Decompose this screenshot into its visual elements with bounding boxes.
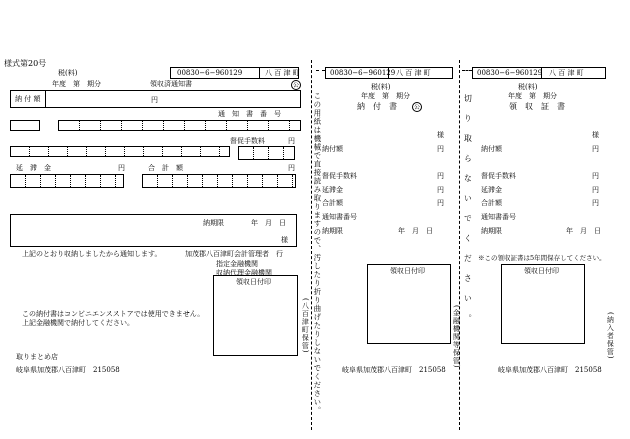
doc-title-right: 領 収 証 書: [509, 102, 565, 111]
arrears-label: 延 滞 金: [16, 164, 51, 172]
paid-amount-label: 納 付 額: [15, 95, 41, 103]
total-yen: 円: [288, 164, 295, 172]
official-seal: 公: [292, 82, 299, 89]
stamp-label: 領収日付印: [236, 278, 271, 286]
arrears-yen-middle: 円: [437, 186, 444, 194]
account-payee-right: 八 百 津 町: [549, 69, 584, 77]
notice-number-box: [58, 120, 301, 131]
total-label: 合 計 額: [148, 164, 183, 172]
address-right: 岐阜県加茂郡八百津町 215058: [498, 366, 602, 374]
paid-yen-middle: 円: [437, 145, 444, 153]
account-box-right: [472, 67, 606, 79]
stamp-box-middle: [367, 264, 451, 344]
fee-box: [238, 146, 295, 160]
arrears-yen: 円: [118, 164, 125, 172]
stamp-label-right: 領収日付印: [524, 267, 559, 275]
fee-yen: 円: [288, 137, 295, 145]
paid-label-middle: 納付額: [322, 145, 343, 153]
period-right: 年度 第 期分: [508, 92, 557, 100]
arrears-label-middle: 延滞金: [322, 186, 343, 194]
sama-right: 様: [592, 131, 599, 139]
notice-label-right: 通知書番号: [481, 213, 516, 221]
total-yen-middle: 円: [437, 199, 444, 207]
account-box-middle: [325, 67, 453, 79]
total-box: [142, 174, 296, 188]
paid-amount-box: [10, 90, 301, 108]
machine-note: この用紙は機械で直接読み取りますので、汚したり折り曲げたりしないでください。: [312, 92, 322, 415]
tax-type: 税(料): [58, 69, 78, 77]
fee-label-right: 督促手数料: [481, 172, 516, 180]
account-payee: 八 百 津 町: [265, 69, 300, 77]
keep-note-middle: (金融機関等保管): [452, 305, 461, 369]
stamp-label-middle: 領収日付印: [390, 267, 425, 275]
due-date-right: 年 月 日: [566, 227, 601, 235]
paid-label-right: 納付額: [481, 145, 502, 153]
account-number-middle: 00830−6−960129: [330, 69, 396, 77]
total-label-right: 合計額: [481, 199, 502, 207]
convenience-note-1: この納付書はコンビニエンスストアでは使用できません。: [22, 310, 205, 318]
arrears-box: [10, 174, 124, 188]
account-number: 00830−6−960129: [177, 69, 243, 77]
fee-label-middle: 督促手数料: [322, 172, 357, 180]
notice-label-middle: 通知書番号: [322, 213, 357, 221]
fee-yen-right: 円: [592, 172, 599, 180]
total-label-middle: 合計額: [322, 199, 343, 207]
manager-text: 加茂郡八百津町会計管理者 行: [185, 250, 283, 258]
due-date-middle: 年 月 日: [398, 227, 433, 235]
agency-label: 取りまとめ店: [16, 353, 58, 361]
due-date: 年 月 日: [251, 219, 286, 227]
keep-years-note: ※この領収証書は5年間保存してください。: [478, 254, 606, 262]
fee-yen-middle: 円: [437, 172, 444, 180]
account-box-main: [170, 67, 299, 79]
official-seal-middle: 公: [413, 104, 420, 111]
sama: 様: [281, 236, 288, 244]
tax-type-middle: 税(料): [371, 83, 391, 91]
keep-note-right: (納入者保管): [606, 312, 615, 360]
keep-note-main: (八百津町保管): [301, 298, 310, 354]
arrears-label-right: 延滞金: [481, 186, 502, 194]
fee-line-box: [10, 146, 230, 157]
period-middle: 年度 第 期分: [361, 92, 410, 100]
received-text: 上記のとおり収納しましたから通知します。: [22, 250, 162, 258]
stamp-box-right: [501, 264, 585, 344]
small-box: [10, 120, 40, 131]
paid-yen: 円: [151, 96, 158, 104]
form-number: 様式第20号: [4, 59, 47, 68]
address-middle: 岐阜県加茂郡八百津町 215058: [342, 366, 446, 374]
tax-type-right: 税(料): [518, 83, 538, 91]
total-yen-right: 円: [592, 199, 599, 207]
cut-note: 切り取らないでください。: [463, 94, 473, 334]
doc-title-middle: 納 付 書: [357, 102, 397, 111]
notice-number-label: 通 知 書 番 号: [218, 110, 281, 118]
stamp-box-main: [213, 275, 298, 356]
due-label-right: 納期限: [481, 227, 502, 235]
doc-title: 領収済通知書: [150, 80, 192, 88]
bank-1: 指定金融機関: [216, 260, 258, 268]
fee-label: 督促手数料: [230, 137, 265, 145]
due-label-middle: 納期限: [322, 227, 343, 235]
cut-line-1: [311, 60, 312, 430]
due-date-box: [10, 214, 297, 247]
address-main: 岐阜県加茂郡八百津町 215058: [16, 366, 120, 374]
arrears-yen-right: 円: [592, 186, 599, 194]
due-label: 納期限: [203, 219, 224, 227]
bank-2: 収納代理金融機関: [216, 269, 272, 277]
paid-yen-right: 円: [592, 145, 599, 153]
sama-middle: 様: [437, 131, 444, 139]
account-number-right: 00830−6−960129: [477, 69, 543, 77]
period: 年度 第 期分: [52, 80, 101, 88]
account-payee-middle: 八 百 津 町: [396, 69, 431, 77]
convenience-note-2: 上記金融機関で納付してください。: [22, 319, 134, 327]
cut-line-2: [459, 60, 460, 430]
